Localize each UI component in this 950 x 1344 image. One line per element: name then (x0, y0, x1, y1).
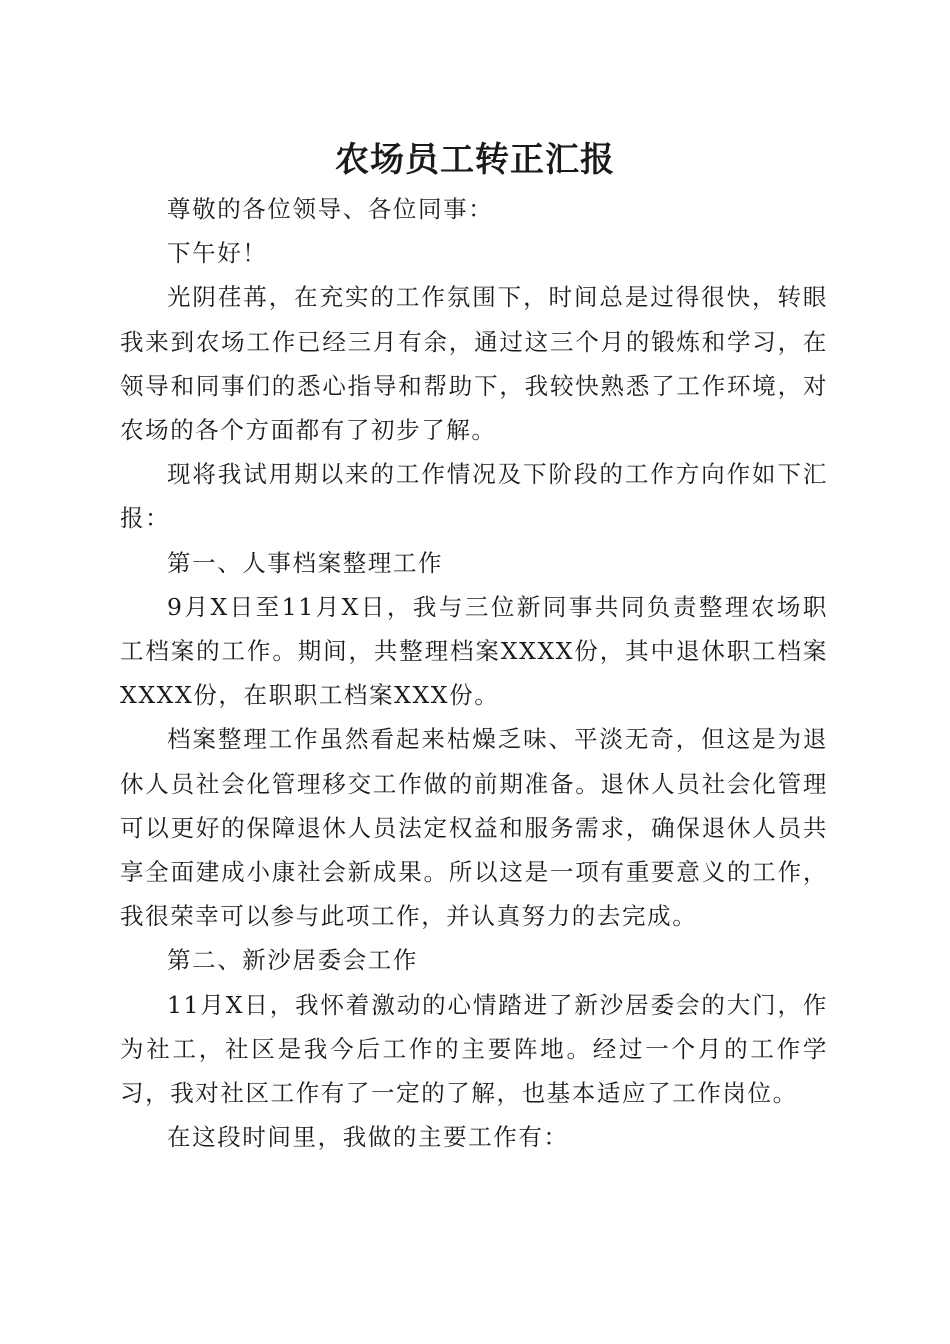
paragraph-archives-summary: 9月X日至11月X日，我与三位新同事共同负责整理农场职工档案的工作。期间，共整理档案XXXX份，其中退休职工档案XXXX份，在职职工档案XXX份。 (120, 592, 828, 710)
paragraph-salutation: 下午好！ (167, 239, 268, 268)
paragraph-committee-intro: 11月X日，我怀着激动的心情踏进了新沙居委会的大门，作为社工，社区是我今后工作的主要阵地。经过一个月的工作学习，我对社区工作有了一定的了解，也基本适应了工作岗位。 (120, 990, 828, 1108)
paragraph-intro: 光阴荏苒，在充实的工作氛围下，时间总是过得很快，转眼我来到农场工作已经三月有余，通过这三个月的锻炼和学习，在领导和同事们的悉心指导和帮助下，我较快熟悉了工作环境，对农场的各个方面都有了初步了解。 (120, 283, 828, 445)
section-heading-committee: 第二、新沙居委会工作 (167, 946, 418, 975)
section-heading-archives: 第一、人事档案整理工作 (167, 548, 444, 577)
document-body (120, 187, 828, 1159)
paragraph-archives-significance: 档案整理工作虽然看起来枯燥乏味、平淡无奇，但这是为退休人员社会化管理移交工作做的前期准备。退休人员社会化管理可以更好的保障退休人员法定权益和服务需求，确保退休人员共享全面建成小康社会新成果。所以这是一项有重要意义的工作，我很荣幸可以参与此项工作，并认真努力的去完成。 (120, 725, 828, 931)
document-title: 农场员工转正汇报 (335, 140, 615, 180)
paragraph-report-lead: 现将我试用期以来的工作情况及下阶段的工作方向作如下汇报： (120, 460, 828, 533)
paragraph-greeting: 尊敬的各位领导、各位同事： (167, 195, 494, 223)
paragraph-main-work-lead: 在这段时间里，我做的主要工作有： (167, 1123, 569, 1152)
